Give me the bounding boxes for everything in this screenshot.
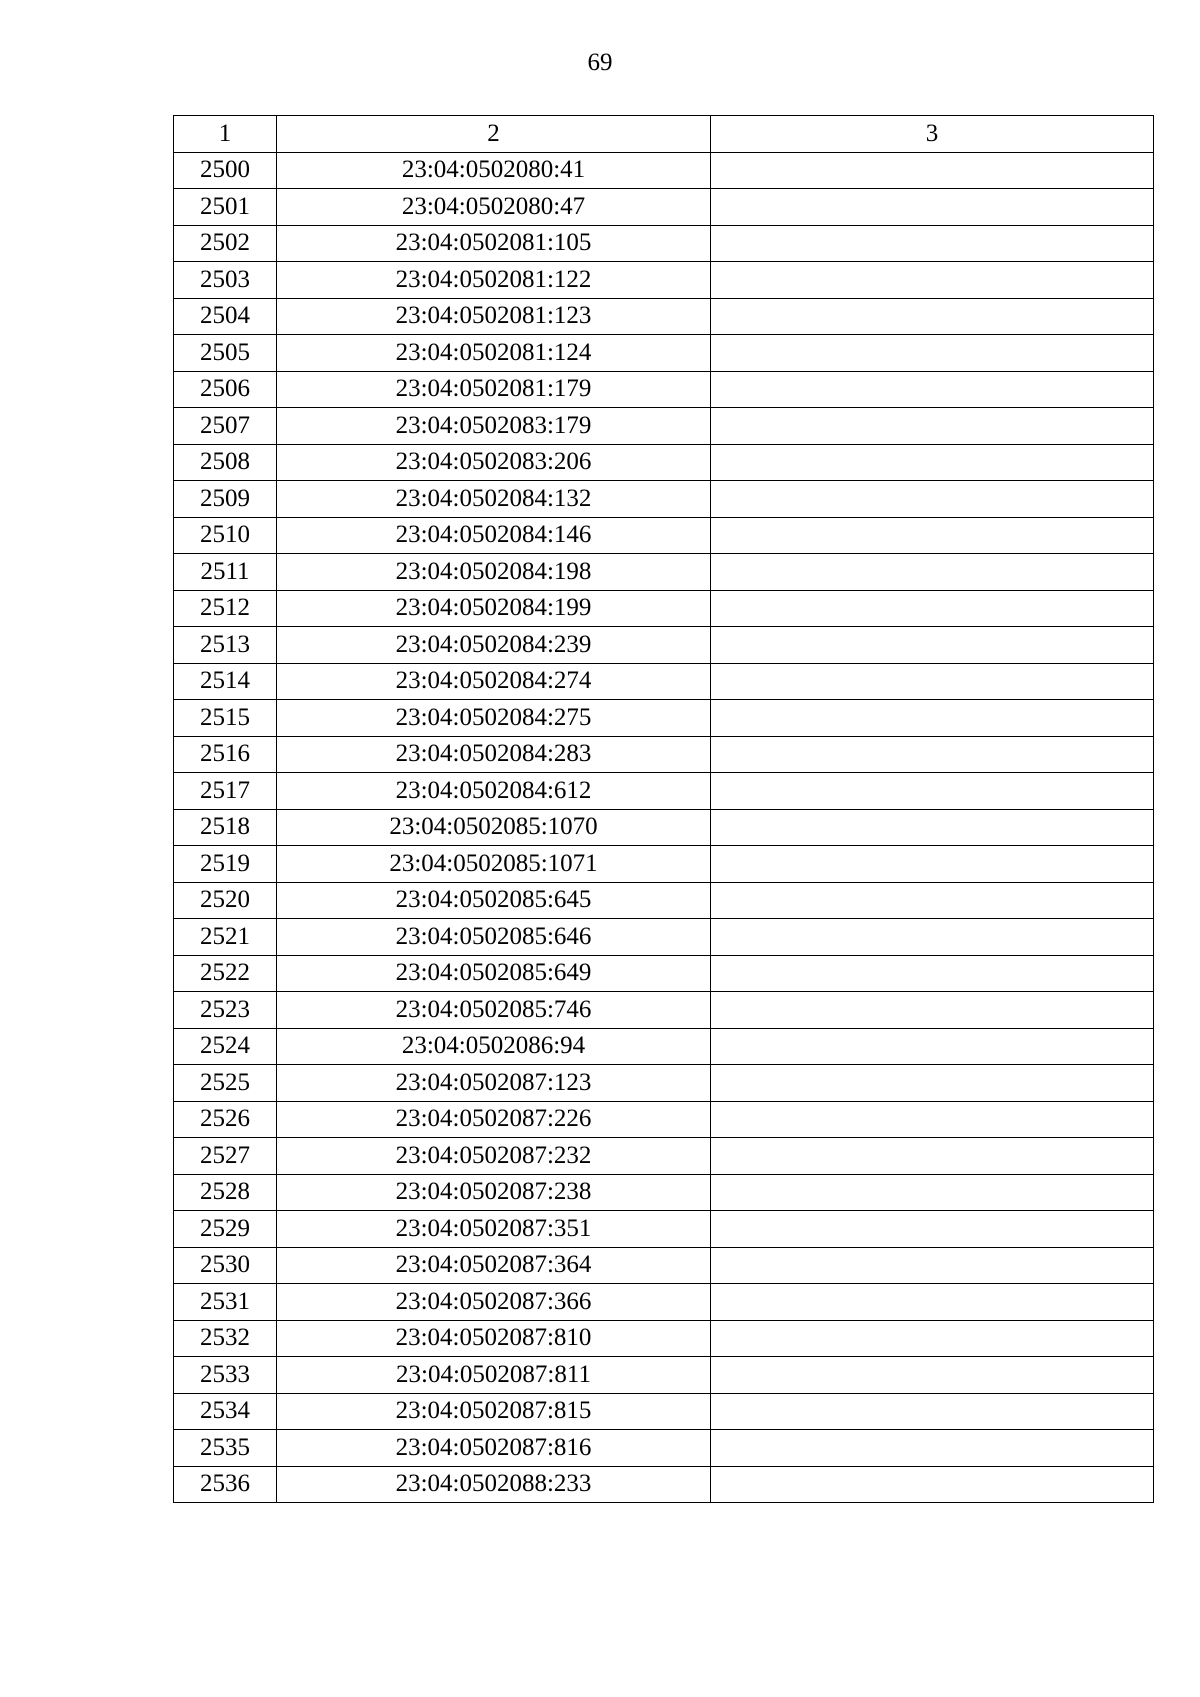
note-cell — [711, 992, 1154, 1029]
table-row — [174, 1065, 1154, 1102]
row-number-cell: 2512 — [174, 590, 277, 627]
table-row — [174, 1430, 1154, 1467]
row-number-cell: 2524 — [174, 1028, 277, 1065]
row-number-cell: 2531 — [174, 1284, 277, 1321]
table-row — [174, 1101, 1154, 1138]
cadastral-number-cell: 23:04:0502083:206 — [277, 444, 711, 481]
cadastral-number-cell: 23:04:0502087:816 — [277, 1430, 711, 1467]
table-row — [174, 919, 1154, 956]
row-number-cell: 2501 — [174, 189, 277, 226]
cadastral-number-cell: 23:04:0502085:746 — [277, 992, 711, 1029]
note-cell — [711, 1430, 1154, 1467]
table-row — [174, 773, 1154, 810]
row-number-cell: 2508 — [174, 444, 277, 481]
row-number-cell: 2500 — [174, 152, 277, 189]
table-row — [174, 1028, 1154, 1065]
note-cell — [711, 481, 1154, 518]
table-header-row — [174, 116, 1154, 153]
note-cell — [711, 189, 1154, 226]
cadastral-number-cell: 23:04:0502085:645 — [277, 882, 711, 919]
cadastral-number-cell: 23:04:0502085:649 — [277, 955, 711, 992]
row-number-cell: 2521 — [174, 919, 277, 956]
table-row — [174, 298, 1154, 335]
cadastral-number-cell: 23:04:0502085:646 — [277, 919, 711, 956]
note-cell — [711, 262, 1154, 299]
note-cell — [711, 1028, 1154, 1065]
table-row — [174, 371, 1154, 408]
table-row — [174, 1211, 1154, 1248]
column-header-3: 3 — [711, 116, 1154, 153]
row-number-cell: 2533 — [174, 1357, 277, 1394]
row-number-cell: 2514 — [174, 663, 277, 700]
note-cell — [711, 919, 1154, 956]
cadastral-number-cell: 23:04:0502081:179 — [277, 371, 711, 408]
note-cell — [711, 1065, 1154, 1102]
note-cell — [711, 1101, 1154, 1138]
note-cell — [711, 809, 1154, 846]
table-row — [174, 627, 1154, 664]
cadastral-number-cell: 23:04:0502087:366 — [277, 1284, 711, 1321]
note-cell — [711, 1466, 1154, 1503]
table-row — [174, 590, 1154, 627]
row-number-cell: 2523 — [174, 992, 277, 1029]
table-row — [174, 992, 1154, 1029]
table-row — [174, 1393, 1154, 1430]
column-header-1: 1 — [174, 116, 277, 153]
row-number-cell: 2535 — [174, 1430, 277, 1467]
note-cell — [711, 1247, 1154, 1284]
row-number-cell: 2505 — [174, 335, 277, 372]
note-cell — [711, 517, 1154, 554]
note-cell — [711, 590, 1154, 627]
note-cell — [711, 627, 1154, 664]
table-row — [174, 189, 1154, 226]
note-cell — [711, 1284, 1154, 1321]
row-number-cell: 2502 — [174, 225, 277, 262]
cadastral-number-cell: 23:04:0502080:47 — [277, 189, 711, 226]
table-row — [174, 1138, 1154, 1175]
note-cell — [711, 846, 1154, 883]
cadastral-number-cell: 23:04:0502081:122 — [277, 262, 711, 299]
cadastral-number-cell: 23:04:0502080:41 — [277, 152, 711, 189]
cadastral-number-cell: 23:04:0502087:238 — [277, 1174, 711, 1211]
table-row — [174, 554, 1154, 591]
cadastral-number-cell: 23:04:0502084:132 — [277, 481, 711, 518]
row-number-cell: 2504 — [174, 298, 277, 335]
row-number-cell: 2515 — [174, 700, 277, 737]
note-cell — [711, 444, 1154, 481]
row-number-cell: 2518 — [174, 809, 277, 846]
table-row — [174, 444, 1154, 481]
cadastral-number-cell: 23:04:0502081:105 — [277, 225, 711, 262]
table-row — [174, 846, 1154, 883]
note-cell — [711, 955, 1154, 992]
note-cell — [711, 736, 1154, 773]
cadastral-number-cell: 23:04:0502081:123 — [277, 298, 711, 335]
table-row — [174, 335, 1154, 372]
row-number-cell: 2511 — [174, 554, 277, 591]
row-number-cell: 2528 — [174, 1174, 277, 1211]
row-number-cell: 2513 — [174, 627, 277, 664]
cadastral-number-cell: 23:04:0502087:232 — [277, 1138, 711, 1175]
cadastral-number-cell: 23:04:0502087:226 — [277, 1101, 711, 1138]
note-cell — [711, 1211, 1154, 1248]
row-number-cell: 2507 — [174, 408, 277, 445]
cadastral-number-cell: 23:04:0502084:239 — [277, 627, 711, 664]
row-number-cell: 2503 — [174, 262, 277, 299]
cadastral-number-cell: 23:04:0502087:364 — [277, 1247, 711, 1284]
cadastral-number-cell: 23:04:0502084:275 — [277, 700, 711, 737]
table-row — [174, 955, 1154, 992]
row-number-cell: 2509 — [174, 481, 277, 518]
table-row — [174, 736, 1154, 773]
note-cell — [711, 298, 1154, 335]
cadastral-number-cell: 23:04:0502084:612 — [277, 773, 711, 810]
table-row — [174, 481, 1154, 518]
note-cell — [711, 408, 1154, 445]
row-number-cell: 2529 — [174, 1211, 277, 1248]
cadastral-number-cell: 23:04:0502087:815 — [277, 1393, 711, 1430]
cadastral-number-cell: 23:04:0502084:199 — [277, 590, 711, 627]
row-number-cell: 2516 — [174, 736, 277, 773]
cadastral-number-cell: 23:04:0502084:274 — [277, 663, 711, 700]
note-cell — [711, 1138, 1154, 1175]
table-row — [174, 1247, 1154, 1284]
row-number-cell: 2536 — [174, 1466, 277, 1503]
row-number-cell: 2517 — [174, 773, 277, 810]
table-body — [174, 116, 1154, 1503]
table-row — [174, 663, 1154, 700]
table-row — [174, 700, 1154, 737]
row-number-cell: 2519 — [174, 846, 277, 883]
row-number-cell: 2506 — [174, 371, 277, 408]
cadastral-number-cell: 23:04:0502084:146 — [277, 517, 711, 554]
table-row — [174, 1284, 1154, 1321]
row-number-cell: 2527 — [174, 1138, 277, 1175]
row-number-cell: 2525 — [174, 1065, 277, 1102]
table-row — [174, 1357, 1154, 1394]
page-number: 69 — [587, 49, 613, 76]
cadastral-number-cell: 23:04:0502081:124 — [277, 335, 711, 372]
note-cell — [711, 1357, 1154, 1394]
table-row — [174, 1466, 1154, 1503]
cadastral-number-cell: 23:04:0502087:810 — [277, 1320, 711, 1357]
row-number-cell: 2510 — [174, 517, 277, 554]
note-cell — [711, 1320, 1154, 1357]
row-number-cell: 2520 — [174, 882, 277, 919]
table-row — [174, 1174, 1154, 1211]
cadastral-number-cell: 23:04:0502085:1071 — [277, 846, 711, 883]
table-row — [174, 1320, 1154, 1357]
cadastral-number-cell: 23:04:0502088:233 — [277, 1466, 711, 1503]
note-cell — [711, 152, 1154, 189]
table-row — [174, 517, 1154, 554]
row-number-cell: 2530 — [174, 1247, 277, 1284]
note-cell — [711, 773, 1154, 810]
column-header-2: 2 — [277, 116, 711, 153]
note-cell — [711, 225, 1154, 262]
table-row — [174, 152, 1154, 189]
table-row — [174, 809, 1154, 846]
table-row — [174, 225, 1154, 262]
table-row — [174, 408, 1154, 445]
cadastral-number-cell: 23:04:0502084:198 — [277, 554, 711, 591]
note-cell — [711, 554, 1154, 591]
cadastral-number-cell: 23:04:0502085:1070 — [277, 809, 711, 846]
cadastral-number-cell: 23:04:0502083:179 — [277, 408, 711, 445]
note-cell — [711, 700, 1154, 737]
note-cell — [711, 882, 1154, 919]
row-number-cell: 2526 — [174, 1101, 277, 1138]
row-number-cell: 2522 — [174, 955, 277, 992]
note-cell — [711, 1393, 1154, 1430]
note-cell — [711, 371, 1154, 408]
cadastral-number-cell: 23:04:0502087:123 — [277, 1065, 711, 1102]
row-number-cell: 2532 — [174, 1320, 277, 1357]
cadastral-number-cell: 23:04:0502086:94 — [277, 1028, 711, 1065]
note-cell — [711, 663, 1154, 700]
cadastral-number-cell: 23:04:0502084:283 — [277, 736, 711, 773]
table-row — [174, 262, 1154, 299]
cadastral-number-cell: 23:04:0502087:351 — [277, 1211, 711, 1248]
note-cell — [711, 335, 1154, 372]
cadastral-number-cell: 23:04:0502087:811 — [277, 1357, 711, 1394]
row-number-cell: 2534 — [174, 1393, 277, 1430]
note-cell — [711, 1174, 1154, 1211]
registry-table — [173, 115, 1154, 1503]
table-row — [174, 882, 1154, 919]
